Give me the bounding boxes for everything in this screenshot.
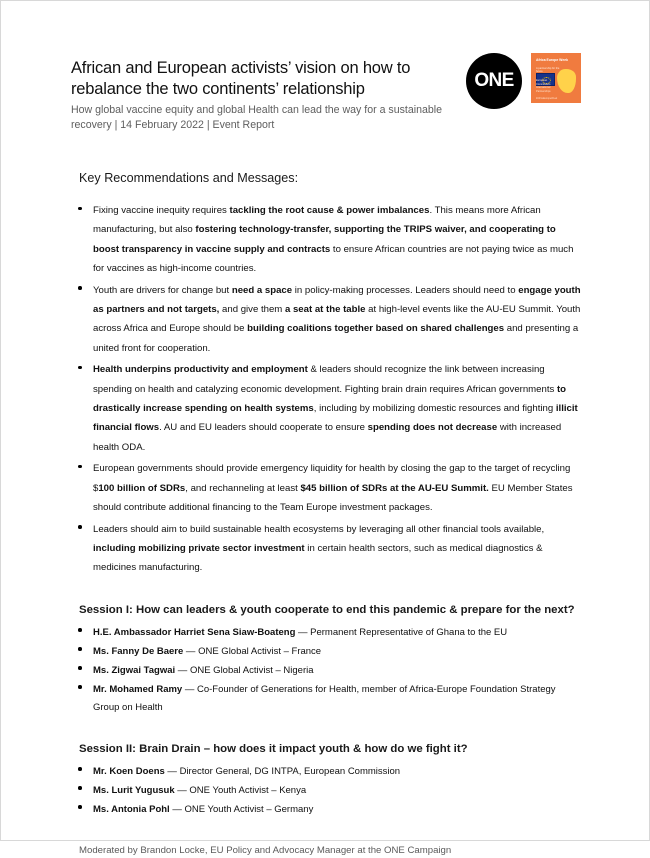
document-header <box>71 49 581 132</box>
speaker-text <box>93 766 400 777</box>
speaker-item <box>71 761 581 779</box>
speaker-name: H.E. Ambassador Harriet Sena Siaw-Boateng <box>93 627 296 639</box>
recommendations-list <box>71 200 581 577</box>
speaker-text <box>93 804 313 815</box>
recommendation-text: Youth are drivers for change but need a space in policy-making processes. Leaders should need to engage youth as partners and not targets, and give them a seat at the table at high-level events like the AU-EU Summit. Youth across Africa and Europe should be building coalitions together based on shared challenges and presenting a united front for cooperation. <box>93 284 581 354</box>
recommendation-text: European governments should provide emergency liquidity for health by closing the gap to the target of recycling $100 billion of SDRs, and rechanneling at least $45 billion of SDRs at the AU-EU Summit. EU Member States should contribute additional financing to the Team Europe investment packages. <box>93 463 573 514</box>
speaker-role: — Permanent Representative of Ghana to the EU <box>295 627 508 639</box>
speaker-item <box>71 622 581 640</box>
one-logo-text: ONE <box>474 70 514 91</box>
speaker-role: — Director General, DG INTPA, European Commission <box>164 766 401 778</box>
speaker-role: — ONE Global Activist – France <box>183 646 322 658</box>
recommendation-text: Leaders should aim to build sustainable health ecosystems by leveraging all other financial tools available, including mobilizing private sector investment in certain health sectors, such as medical diagnostics & medicines manufacturing. <box>93 523 545 574</box>
document-content <box>71 49 581 858</box>
speaker-item <box>71 799 581 817</box>
speaker-item <box>71 780 581 798</box>
speaker-text <box>93 785 306 796</box>
recommendations-heading: Key Recommendations and Messages: <box>79 171 299 185</box>
speaker-name: Mr. Koen Doens <box>93 766 165 778</box>
speaker-role: — ONE Youth Activist – Germany <box>169 804 314 816</box>
recommendation-item <box>71 519 581 577</box>
au-eu-logo-footer: European Commission International Partnerships <box>536 79 551 93</box>
speaker-role: — Co-Founder of Generations for Health, member of Africa-Europe Foundation Strategy Group on Health <box>93 683 556 714</box>
au-eu-logo-hashtag: #AfricaEuropeWeek <box>536 97 558 100</box>
speaker-name: Ms. Fanny De Baere <box>93 646 184 658</box>
speaker-item <box>71 660 581 678</box>
page-subtitle: How global vaccine equity and global Health can lead the way for a sustainable recovery | 14 February 2022 | Event Report <box>71 104 443 131</box>
session-block <box>71 603 581 716</box>
recommendation-text: Fixing vaccine inequity requires tackling the root cause & power imbalances. This means more African manufacturing, but also fostering technology-transfer, supporting the TRIPS waiver, and cooperating to boost transparency in vaccine supply and contracts to ensure African countries are not paying twice as much for vaccines as high-income countries. <box>93 205 574 275</box>
speaker-name: Ms. Lurit Yugusuk <box>93 785 175 797</box>
moderator-note: Moderated by Brandon Locke, EU Policy and Advocacy Manager at the ONE Campaign <box>79 845 452 857</box>
session-title: Session II: Brain Drain – how does it impact youth & how do we fight it? <box>79 742 468 755</box>
session-block <box>71 742 581 818</box>
au-eu-logo-subtitle: A partnership for the future <box>536 67 560 74</box>
speaker-text <box>93 684 556 713</box>
speaker-text <box>93 665 314 676</box>
africa-europe-week-logo <box>531 53 581 103</box>
speaker-item <box>71 641 581 659</box>
au-eu-logo-title: Africa Europe Week <box>536 58 568 62</box>
speaker-name: Ms. Antonia Pohl <box>93 804 170 816</box>
page-title: African and European activists’ vision on how to rebalance the two continents’ relationship <box>71 59 411 98</box>
africa-continent-icon <box>557 69 576 93</box>
header-text-block <box>71 49 453 132</box>
speaker-text <box>93 646 321 657</box>
speaker-list <box>71 622 581 716</box>
one-campaign-logo <box>466 53 522 109</box>
recommendation-item <box>71 359 581 456</box>
session-title: Session I: How can leaders & youth cooperate to end this pandemic & prepare for the next? <box>79 603 575 616</box>
speaker-item <box>71 679 581 716</box>
logo-group <box>466 49 581 109</box>
speaker-role: — ONE Global Activist – Nigeria <box>175 665 314 677</box>
recommendation-item <box>71 280 581 358</box>
speaker-text <box>93 627 507 638</box>
speaker-name: Mr. Mohamed Ramy <box>93 683 183 695</box>
speaker-role: — ONE Youth Activist – Kenya <box>174 785 307 797</box>
recommendation-item <box>71 458 581 516</box>
speaker-name: Ms. Zigwai Tagwai <box>93 665 176 677</box>
sessions-container <box>71 603 581 818</box>
speaker-list <box>71 761 581 817</box>
recommendation-item <box>71 200 581 278</box>
recommendation-text: Health underpins productivity and employment & leaders should recognize the link between increasing spending on health and catalyzing economic development. Fighting brain drain requires African governments to drastically increase spending on health systems, including by mobilizing domestic resources and fighting illicit financial flows. AU and EU leaders should cooperate to ensure spending does not decrease with increased health ODA. <box>93 364 578 453</box>
